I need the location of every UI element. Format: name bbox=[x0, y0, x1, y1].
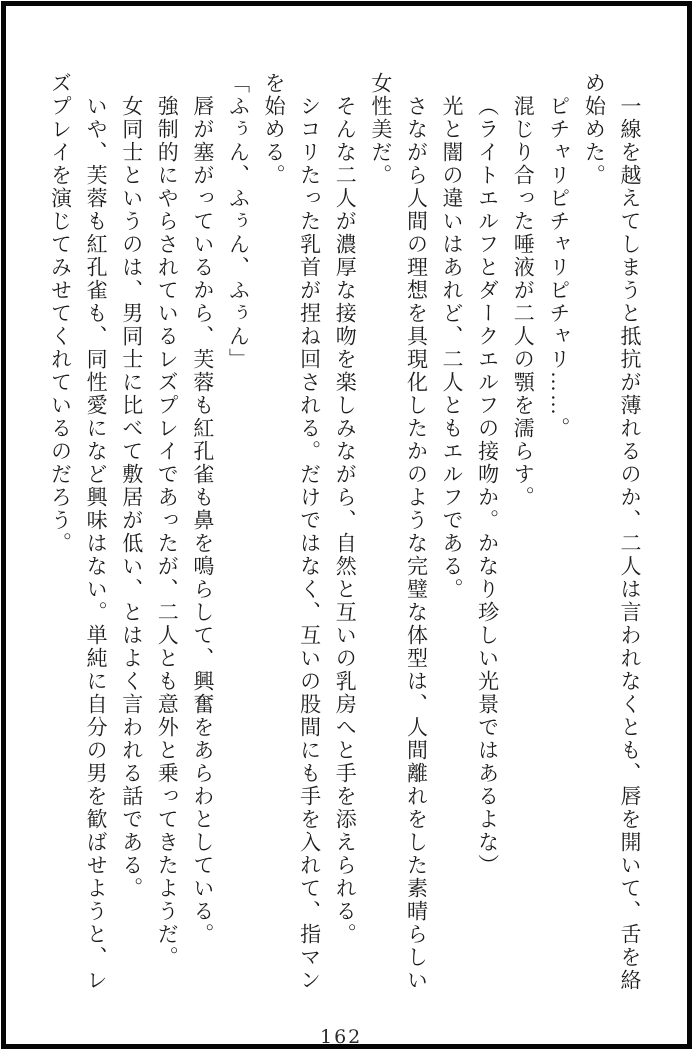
text-line: そんな二人が濃厚な接吻を楽しみながら、自然と互いの乳房へと手を添えられる。 bbox=[333, 95, 358, 946]
text-line: （ライトエルフとダークエルフの接吻か。かなり珍しい光景ではあるよな） bbox=[475, 95, 500, 877]
text-line: いや、芙蓉も紅孔雀も、同性愛になど興味はない。単純に自分の男を歓ばせようと、レ bbox=[84, 95, 109, 992]
text-line: 光と闇の違いはあれど、二人ともエルフである。 bbox=[440, 95, 465, 601]
novel-text-block bbox=[42, 72, 647, 1002]
text-line: 「ふぅん、ふぅん、ふぅん」 bbox=[226, 72, 251, 371]
page-number: 162 bbox=[320, 1026, 363, 1048]
text-line: シコリたった乳首が捏ね回される。だけではなく、互いの股間にも手を入れて、指マン bbox=[297, 95, 322, 992]
text-line: 混じり合った唾液が二人の顎を濡らす。 bbox=[511, 95, 536, 509]
text-line: ピチャリピチャリピチャリ……。 bbox=[546, 95, 571, 440]
text-line: を始める。 bbox=[262, 72, 287, 187]
text-line: ズプレイを演じてみせてくれているのだろう。 bbox=[48, 72, 73, 555]
text-line: め始めた。 bbox=[582, 72, 607, 187]
text-line: 女性美だ。 bbox=[368, 72, 393, 187]
text-line: 一線を越えてしまうと抵抗が薄れるのか、二人は言われなくとも、唇を開いて、舌を絡 bbox=[618, 95, 642, 992]
text-line: 強制的にやらされているレズプレイであったが、二人とも意外と乗ってきたようだ。 bbox=[155, 95, 180, 969]
text-line: 唇が塞がっているから、芙蓉も紅孔雀も鼻を鳴らして、興奮をあらわとしている。 bbox=[190, 95, 215, 946]
text-line: 女同士というのは、男同士に比べて敷居が低い、とはよく言われる話である。 bbox=[119, 95, 144, 900]
text-line: さながら人間の理想を具現化したかのような完璧な体型は、人間離れをした素晴らしい bbox=[404, 95, 429, 992]
